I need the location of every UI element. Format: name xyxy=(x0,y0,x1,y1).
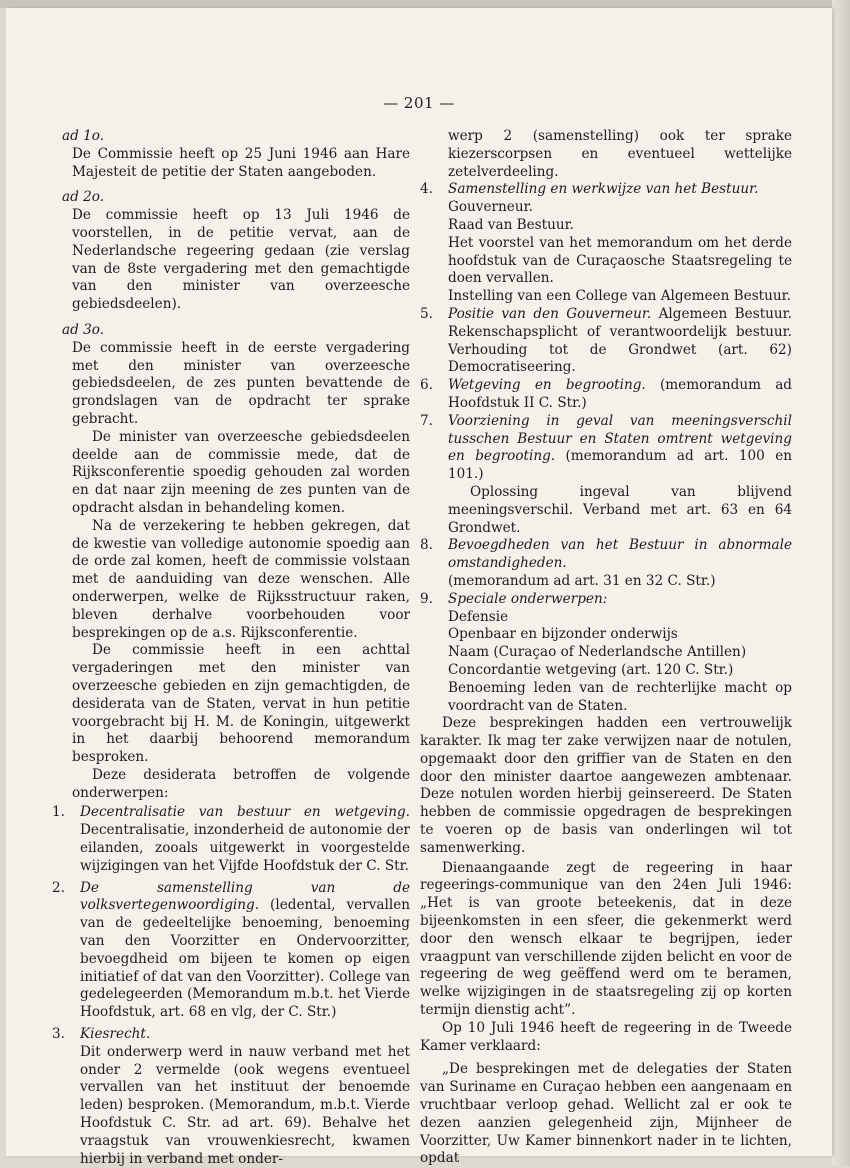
list-line: Defensie xyxy=(448,608,509,625)
list-item-2 xyxy=(52,880,410,1022)
list-text: (memorandum ad art. 100 en 101.) xyxy=(448,448,792,483)
paragraph: Op 10 Juli 1946 heeft de regeering in de Tweede Kamer verklaard: xyxy=(420,1019,792,1054)
paragraph: Dienaangaande zegt de regeering in haar regeerings-communique van den 24en Juli 1946: „Het is van groote beteekenis, dat in deze bijeenkomsten in een sfeer, die gekenmerkt werd door den wensch elkaar te begrijpen, ieder vraagpunt van verschillende zijden belicht en voor de regeering de weg geëffend werd om te beramen, welke wijzigingen in de staatsregeling zij op korten termijn dienstig acht”. xyxy=(420,859,792,1019)
ad3-text: De commissie heeft in de eerste vergadering met den minister van overzeesche gebiedsdeelen, de zes punten bevattende de grondslagen van de opdracht ter sprake gebracht. xyxy=(72,339,410,427)
ad2-text: De commissie heeft op 13 Juli 1946 de voorstellen, in de petitie vervat, aan de Nederlandsche regeering gedaan (zie verslag van de 8ste vergadering met den gemachtigde van den minister van overzeesche gebiedsdeelen). xyxy=(72,207,410,313)
list-line: Oplossing ingeval van blijvend meeningsverschil. Verband met art. 63 en 64 Grondwet. xyxy=(448,483,792,536)
list-text: Dit onderwerp werd in nauw verband met het onder 2 vermelde (ook wegens eventueel vervallen van het instituut der benoemde leden) besproken. (Memorandum, m.b.t. Vierde Hoofdstuk C. Str. ad art. 69). Behalve het vraagstuk van vrouwenkiesrecht, kwamen hierbij in verband met onder- xyxy=(80,1043,410,1167)
list-item-6 xyxy=(420,377,792,413)
list-item-4 xyxy=(420,181,792,306)
list-title: Kiesrecht. xyxy=(80,1026,151,1043)
list-number: 8. xyxy=(420,537,433,554)
list-line: Concordantie wetgeving (art. 120 C. Str.) xyxy=(448,661,734,678)
continuation-span: werp 2 (samenstelling) ook ter sprake kiezerscorpsen en eventueel wettelijke zetelverdeeling. xyxy=(448,128,792,180)
list-number: 6. xyxy=(420,377,433,394)
list-item-8 xyxy=(420,537,792,590)
list-line: Benoeming leden van de rechterlijke macht op voordracht van de Staten. xyxy=(448,679,792,714)
page-right-edge xyxy=(832,0,850,1166)
list-text: Decentralisatie, inzonderheid de autonomie der eilanden, zooals uitgewerkt in voorgestelde wijzigingen van het Vijfde Hoofdstuk der C. Str. xyxy=(80,822,410,874)
paragraph: „De besprekingen met de delegaties der Staten van Suriname en Curaçao hebben een aangenaam en vruchtbaar verloop gehad. Wellicht zal er ook te dezen aanzien gelegenheid zijn, Mijnheer de Voorzitter, Uw Kamer binnenkort nader in te lichten, opdat xyxy=(420,1061,792,1167)
list-line: Raad van Bestuur. xyxy=(448,216,574,233)
ad1-text: De Commissie heeft op 25 Juni 1946 aan Hare Majesteit de petitie der Staten aangeboden. xyxy=(72,145,410,180)
list-item-5 xyxy=(420,306,792,377)
list-title: Speciale onderwerpen: xyxy=(448,590,608,607)
list-text: (ledental, vervallen van de gedeeltelijke benoeming, benoeming van den Voorzitter en Ondervoorzitter, bevoegdheid om bijeen te komen op eigen initiatief of dat van den Voorzitter). College van gedelegeerden (Memorandum m.b.t. het Vierde Hoofdstuk, art. 68 en vlg, der C. Str.) xyxy=(80,897,410,1021)
list-line: Het voorstel van het memorandum om het derde hoofdstuk van de Curaçaosche Staatsregeling te doen vervallen. xyxy=(448,234,792,287)
page-top-edge xyxy=(0,0,850,8)
list-text: (memorandum ad Hoofdstuk II C. Str.) xyxy=(448,377,793,411)
list-number: 9. xyxy=(420,590,433,607)
paragraph: Deze besprekingen hadden een vertrouwelijk karakter. Ik mag ter zake verwijzen naar de notulen, opgemaakt door den griffier van de Staten en den door den minister daartoe aangewezen ambtenaar. Deze notulen worden hierbij geinsereerd. De Staten hebben de commissie opgedragen de besprekingen te voeren op de basis van onderlingen wil tot samenwerking. xyxy=(420,715,792,856)
page-number: — 201 — xyxy=(383,94,455,112)
list-title: Voorziening in geval van meeningsverschil tusschen Bestuur en Staten omtrent wetgeving en begrooting. xyxy=(448,412,792,465)
list-title: Wetgeving en begrooting. xyxy=(448,377,646,394)
list-number: 2. xyxy=(52,879,65,896)
list-line: Gouverneur. xyxy=(448,199,533,216)
ad1-heading: ad 1o. xyxy=(62,128,105,144)
right-column xyxy=(420,128,792,1168)
list-number: 3. xyxy=(52,1026,65,1043)
list-number: 7. xyxy=(420,412,433,429)
list-title: Decentralisatie van bestuur en wetgeving. xyxy=(80,804,410,821)
list-title: Bevoegdheden van het Bestuur in abnormale omstandigheden. xyxy=(448,537,792,572)
list-title: Positie van den Gouverneur. xyxy=(448,305,652,322)
ad2-heading: ad 2o. xyxy=(62,189,105,206)
list-number: 4. xyxy=(420,181,433,198)
list-item-7 xyxy=(420,413,792,538)
list-title: De samenstelling van de volksvertegenwoordiging. xyxy=(80,879,410,914)
paragraph: Deze desiderata betroffen de volgende onderwerpen: xyxy=(72,766,410,801)
list-line: Instelling van een College van Algemeen Bestuur. xyxy=(448,288,791,305)
ad3-heading: ad 3o. xyxy=(62,321,105,338)
list-line: Naam (Curaçao of Nederlandsche Antillen) xyxy=(448,644,747,661)
list-text: Algemeen Bestuur. Rekenschapsplicht of verantwoordelijk bestuur. Verhouding tot de Grondwet (art. 62) Democratiseering. xyxy=(448,305,792,376)
paragraph: De minister van overzeesche gebiedsdeelen deelde aan de commissie mede, dat de Rijksconferentie spoedig gehouden zal worden en dat naar zijn meening de zes punten van de opdracht alsdan in behandeling komen. xyxy=(72,428,410,516)
continuation-text xyxy=(420,128,792,181)
list-line: (memorandum ad art. 31 en 32 C. Str.) xyxy=(448,572,716,589)
list-item-3 xyxy=(52,1026,410,1168)
list-item-9 xyxy=(420,591,792,716)
list-number: 1. xyxy=(52,804,65,821)
paragraph: Na de verzekering te hebben gekregen, dat de kwestie van volledige autonomie spoedig aan de orde zal komen, heeft de commissie volstaan met de aanduiding van deze wenschen. Alle onderwerpen, welke de Rijksstructuur raken, bleven derhalve voorbehouden voor besprekingen op de a.s. Rijksconferentie. xyxy=(72,517,410,641)
document-page xyxy=(6,8,832,1167)
list-line: Openbaar en bijzonder onderwijs xyxy=(448,626,678,643)
list-title: Samenstelling en werkwijze van het Bestuur. xyxy=(448,181,759,198)
paragraph: De commissie heeft in een achttal vergaderingen met den minister van overzeesche gebieden en zijn gemachtigden, de desiderata van de Staten, vervat in hun petitie voorgebracht bij H. M. de Koningin, uitgewerkt in het daarbij behoorend memorandum besproken. xyxy=(72,642,410,766)
left-column xyxy=(52,128,410,1168)
list-number: 5. xyxy=(420,305,433,322)
list-item-1 xyxy=(52,804,410,875)
